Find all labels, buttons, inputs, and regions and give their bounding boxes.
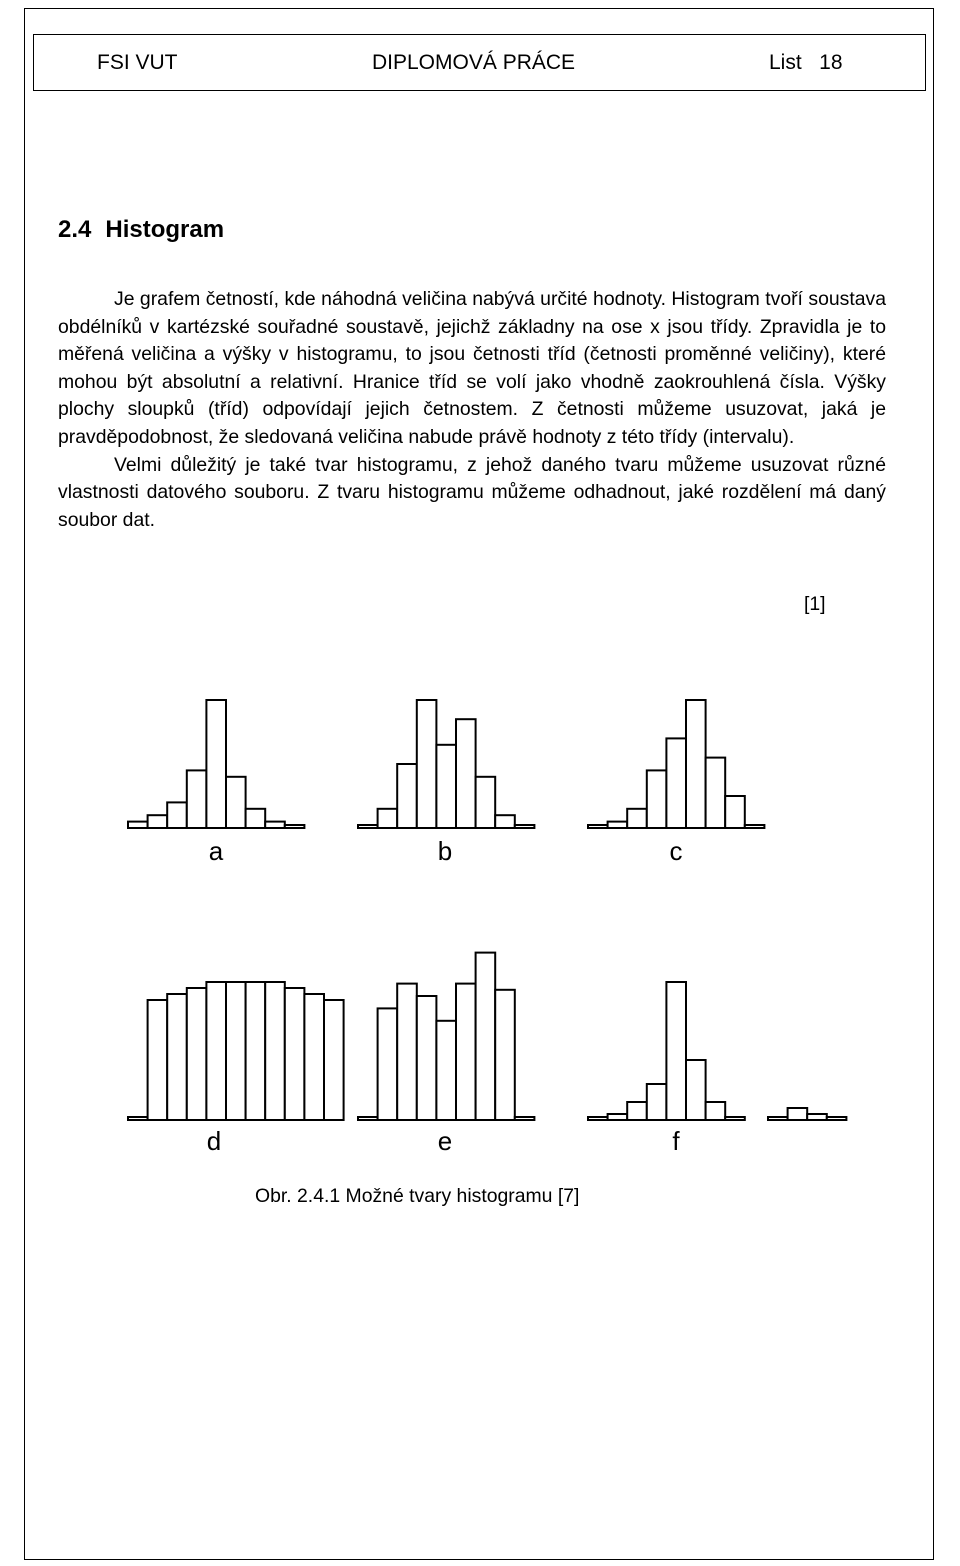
histogram-b-bar-1 <box>358 825 378 828</box>
histogram-label-c: c <box>669 836 683 866</box>
histogram-f-bar-8 <box>725 1117 745 1120</box>
body-text <box>58 286 886 534</box>
histogram-d-bar-6 <box>226 982 246 1120</box>
histogram-e-bar-4 <box>417 996 437 1120</box>
histogram-e-bar-6 <box>456 984 476 1120</box>
histogram-b-bar-9 <box>515 825 535 828</box>
histogram-a-bar-7 <box>246 809 266 828</box>
histogram-b-bar-2 <box>378 809 398 828</box>
histogram-a-bar-9 <box>285 825 305 828</box>
paragraph-1: Je grafem četností, kde náhodná veličina nabývá určité hodnoty. Histogram tvoří soustava obdélníků v kartézské souřadné soustavě, jejichž základny na ose x jsou třídy. Zpravidla je to měřená veličina a výšky v histogramu, to jsou četnosti tříd (četnosti proměnné veličiny), které mohou být absolutní a relativní. Hranice tříd se volí jako vhodně zaokrouhlená čísla. Výšky plochy sloupků (tříd) odpovídají jejich četnostem. Z četnosti můžeme usuzovat, jaká je pravděpodobnost, že sledovaná veličina nabude právě hodnoty z této třídy (intervalu). <box>58 288 886 448</box>
histogram-f-extra-bar-1 <box>768 1117 788 1120</box>
histogram-f-bar-4 <box>647 1084 667 1120</box>
histogram-f-extra-bar-4 <box>827 1117 847 1120</box>
histogram-b-bar-6 <box>456 719 476 828</box>
histogram-e-bar-3 <box>397 984 417 1120</box>
histogram-b-bar-5 <box>436 745 456 828</box>
histogram-e-bar-5 <box>436 1021 456 1120</box>
histogram-d-bar-10 <box>304 994 324 1120</box>
histogram-c-bar-4 <box>647 770 667 828</box>
histogram-figure <box>0 660 960 1180</box>
histogram-e-bar-9 <box>515 1117 535 1120</box>
histogram-a-bar-4 <box>187 770 207 828</box>
histogram-c-bar-1 <box>588 825 608 828</box>
histogram-f-extra-bar-2 <box>788 1108 808 1120</box>
histogram-d-bar-7 <box>246 982 266 1120</box>
paragraph-2: Velmi důležitý je také tvar histogramu, z jehož daného tvaru můžeme usuzovat různé vlastnosti datového souboru. Z tvaru histogramu můžeme odhadnout, jaké rozdělení má daný soubor dat. <box>58 453 886 531</box>
histogram-d-bar-3 <box>167 994 187 1120</box>
histogram-f-bar-2 <box>608 1114 628 1120</box>
histogram-label-b: b <box>437 836 453 866</box>
header-page-number: List 18 <box>769 51 843 74</box>
citation: [1] <box>804 593 826 615</box>
histogram-c-bar-7 <box>706 758 726 828</box>
histogram-b-bar-4 <box>417 700 437 828</box>
histogram-d-bar-5 <box>206 982 226 1120</box>
histogram-e-bar-8 <box>495 990 515 1120</box>
histogram-a-bar-8 <box>265 822 285 828</box>
histogram-d-bar-9 <box>285 988 305 1120</box>
section-title <box>58 214 224 246</box>
histogram-c-bar-8 <box>725 796 745 828</box>
histogram-label-f: f <box>672 1126 680 1156</box>
histogram-e-bar-1 <box>358 1117 378 1120</box>
histogram-c-bar-3 <box>627 809 647 828</box>
histogram-c-bar-6 <box>686 700 706 828</box>
histogram-b-bar-8 <box>495 815 515 828</box>
histogram-d-bar-8 <box>265 982 285 1120</box>
histogram-c-bar-2 <box>608 822 628 828</box>
header-faculty: FSI VUT <box>97 51 178 74</box>
histogram-f-bar-5 <box>666 982 686 1120</box>
figure-caption: Obr. 2.4.1 Možné tvary histogramu [7] <box>255 1185 580 1207</box>
histogram-label-a: a <box>208 836 224 866</box>
histogram-label-e: e <box>437 1126 453 1156</box>
histogram-f-bar-7 <box>706 1102 726 1120</box>
histogram-a-bar-3 <box>167 802 187 828</box>
histogram-f-bar-3 <box>627 1102 647 1120</box>
section-number: 2.4 <box>58 216 92 243</box>
histogram-a-bar-1 <box>128 822 148 828</box>
histogram-a-bar-2 <box>148 815 168 828</box>
histogram-d-bar-1 <box>128 1117 148 1120</box>
histogram-e-bar-7 <box>476 953 496 1120</box>
histogram-f-bar-6 <box>686 1060 706 1120</box>
section-heading: Histogram <box>105 216 225 243</box>
histogram-d-bar-11 <box>324 1000 344 1120</box>
histogram-a-bar-5 <box>206 700 226 828</box>
header-document-type: DIPLOMOVÁ PRÁCE <box>372 51 576 74</box>
histogram-label-d: d <box>206 1126 222 1156</box>
histogram-d-bar-4 <box>187 988 207 1120</box>
histogram-d-bar-2 <box>148 1000 168 1120</box>
histogram-f-extra-bar-3 <box>807 1114 827 1120</box>
histogram-b-bar-7 <box>476 777 496 828</box>
histogram-e-bar-2 <box>378 1008 398 1120</box>
histogram-c-bar-9 <box>745 825 765 828</box>
histogram-a-bar-6 <box>226 777 246 828</box>
histogram-b-bar-3 <box>397 764 417 828</box>
histogram-f-bar-1 <box>588 1117 608 1120</box>
histogram-c-bar-5 <box>666 738 686 828</box>
page-header <box>33 34 926 91</box>
